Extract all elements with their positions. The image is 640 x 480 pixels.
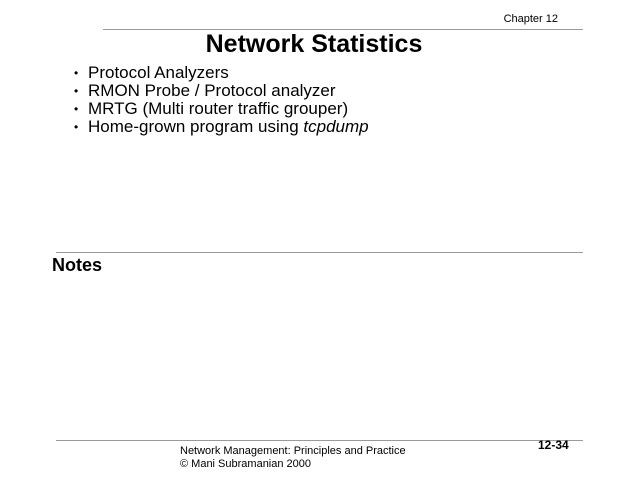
bullet-dot-icon: • [74, 102, 79, 116]
bullet-dot-icon: • [74, 66, 79, 80]
notes-divider [56, 252, 583, 253]
bullet-list [74, 64, 369, 136]
bullet-item [74, 118, 369, 136]
bullet-item [74, 64, 369, 82]
slide-title: Network Statistics [205, 30, 423, 58]
bullet-text: RMON Probe / Protocol analyzer [88, 81, 336, 100]
bullet-text: MRTG (Multi router traffic grouper) [88, 99, 349, 118]
footer-divider [56, 440, 583, 441]
bullet-item [74, 100, 369, 118]
footer-copyright: © Mani Subramanian 2000 [180, 458, 312, 470]
bullet-dot-icon: • [74, 84, 79, 98]
bullet-text: Home-grown program using [88, 117, 304, 136]
footer-book-title: Network Management: Principles and Practice [180, 445, 406, 457]
chapter-label: Chapter 12 [503, 13, 558, 25]
bullet-text: Protocol Analyzers [88, 63, 229, 82]
bullet-emphasis: tcpdump [303, 117, 369, 136]
bullet-dot-icon: • [74, 120, 79, 134]
bullet-item [74, 82, 369, 100]
page-number: 12-34 [538, 438, 569, 452]
notes-heading: Notes [52, 255, 103, 275]
footer-text [180, 445, 406, 471]
